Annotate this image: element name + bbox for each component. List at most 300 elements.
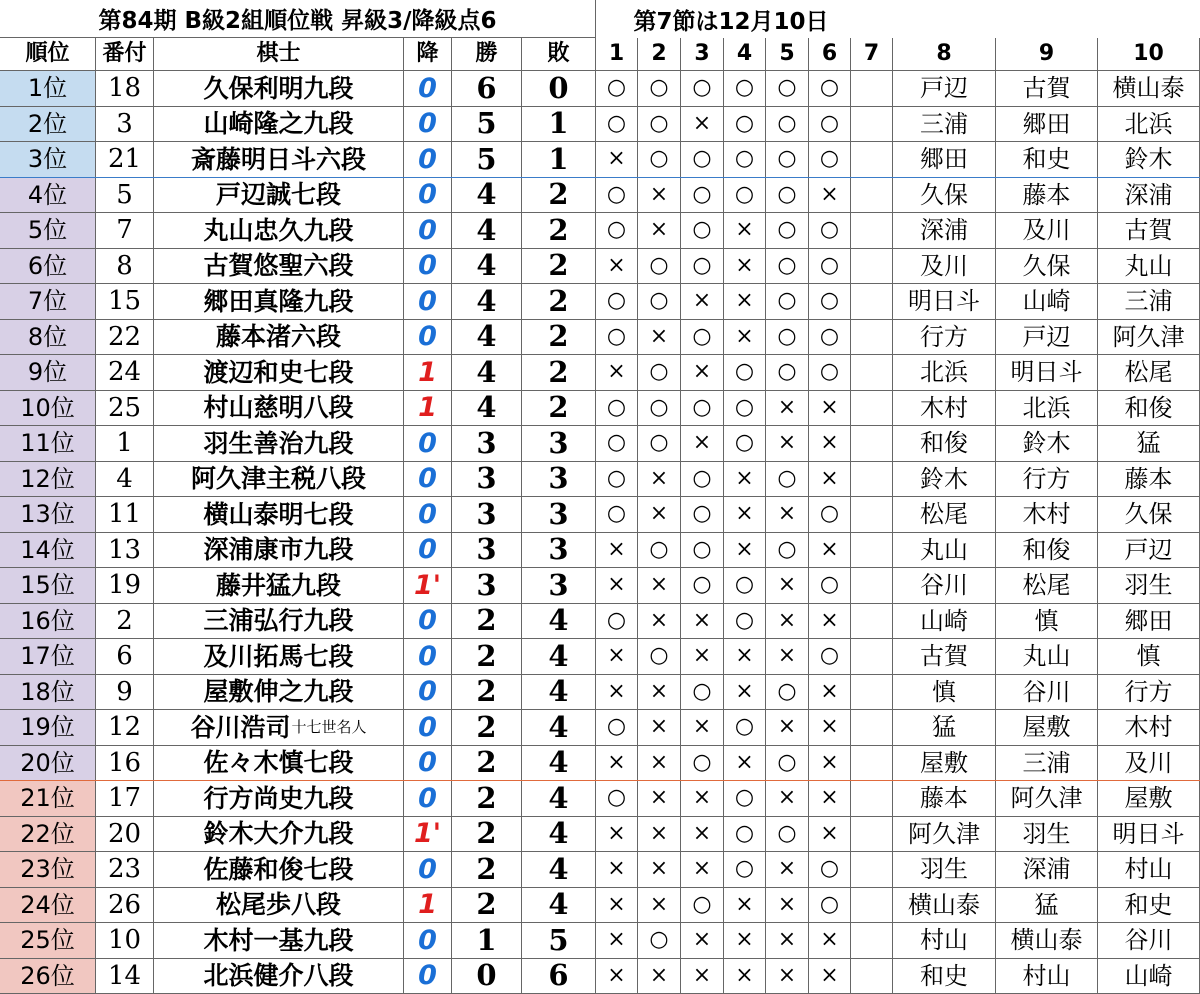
round-9-opponent: 阿久津 [996,781,1098,817]
round-10-opponent: 明日斗 [1098,817,1200,853]
round-8-opponent: 久保 [893,178,996,214]
number-cell: 16 [96,746,154,782]
demotion-points-cell: 0 [404,142,452,178]
round-7-result [851,107,893,143]
rank-cell: 4位 [0,178,96,214]
number-cell: 14 [96,959,154,994]
player-name: 谷川浩司 [190,715,290,740]
round-5-result: ○ [766,107,809,143]
demotion-points-cell: 0 [404,213,452,249]
header-number: 番付 [96,38,154,71]
round-8-opponent: 和俊 [893,426,996,462]
round-10-opponent: 北浜 [1098,107,1200,143]
promotion-line [0,177,1200,178]
round-6-result: × [809,426,851,462]
losses-cell: 4 [522,639,596,675]
wins-cell: 4 [452,320,522,356]
round-7-result [851,213,893,249]
demotion-points-cell: 0 [404,497,452,533]
round-9-opponent: 藤本 [996,178,1098,214]
round-1-result: ○ [596,178,638,214]
round-2-result: × [638,213,681,249]
rank-cell: 8位 [0,320,96,356]
losses-cell: 3 [522,426,596,462]
player-name: 木村一基九段 [203,928,353,953]
round-2-result: × [638,178,681,214]
wins-cell: 4 [452,178,522,214]
round-4-result: ○ [724,178,766,214]
round-1-result: × [596,639,638,675]
losses-cell: 2 [522,391,596,427]
rank-cell: 20位 [0,746,96,782]
round-6-result: × [809,959,851,994]
round-4-result: ○ [724,817,766,853]
round-6-result: × [809,675,851,711]
round-10-opponent: 鈴木 [1098,142,1200,178]
round-9-opponent: 古賀 [996,71,1098,107]
round-4-result: ○ [724,71,766,107]
round-10-opponent: 屋敷 [1098,781,1200,817]
wins-cell: 4 [452,355,522,391]
number-cell: 15 [96,284,154,320]
round-7-result [851,178,893,214]
round-5-result: × [766,852,809,888]
player-name-cell [154,284,404,320]
round-7-result [851,142,893,178]
wins-cell: 5 [452,142,522,178]
round-6-result: ○ [809,639,851,675]
round-8-opponent: 丸山 [893,533,996,569]
round-6-result: ○ [809,355,851,391]
losses-cell: 0 [522,71,596,107]
player-name-cell [154,746,404,782]
losses-cell: 1 [522,107,596,143]
wins-cell: 2 [452,639,522,675]
wins-cell: 2 [452,817,522,853]
round-9-opponent: 猛 [996,888,1098,924]
rank-cell: 22位 [0,817,96,853]
round-5-result: × [766,497,809,533]
round-2-result: × [638,604,681,640]
demotion-points-cell: 0 [404,959,452,994]
round-5-result: ○ [766,213,809,249]
player-name: 佐藤和俊七段 [203,857,353,882]
round-5-result: × [766,923,809,959]
round-2-result: ○ [638,391,681,427]
player-name-cell [154,462,404,498]
round-6-result: × [809,817,851,853]
number-cell: 1 [96,426,154,462]
header-round-8: 8 [893,38,996,71]
round-1-result: ○ [596,71,638,107]
round-1-result: × [596,355,638,391]
rank-cell: 5位 [0,213,96,249]
demotion-points-cell: 0 [404,284,452,320]
round-10-opponent: 羽生 [1098,568,1200,604]
round-5-result: ○ [766,320,809,356]
number-cell: 12 [96,710,154,746]
round-2-result: × [638,817,681,853]
wins-cell: 3 [452,533,522,569]
demotion-points-cell: 0 [404,923,452,959]
round-5-result: ○ [766,817,809,853]
wins-cell: 2 [452,888,522,924]
round-3-result: × [681,959,724,994]
round-4-result: ○ [724,142,766,178]
round-6-result: ○ [809,568,851,604]
round-8-opponent: 鈴木 [893,462,996,498]
round-4-result: ○ [724,568,766,604]
round-10-opponent: 猛 [1098,426,1200,462]
round-2-result: ○ [638,284,681,320]
round-8-opponent: 羽生 [893,852,996,888]
round-10-opponent: 慎 [1098,639,1200,675]
round-10-opponent: 郷田 [1098,604,1200,640]
rank-cell: 7位 [0,284,96,320]
round-10-opponent: 丸山 [1098,249,1200,285]
player-name: 戸辺誠七段 [216,182,341,207]
round-6-result: × [809,391,851,427]
round-7-result [851,746,893,782]
demotion-points-cell: 0 [404,533,452,569]
round-8-opponent: 和史 [893,959,996,994]
losses-cell: 4 [522,710,596,746]
rank-cell: 11位 [0,426,96,462]
round-2-result: × [638,746,681,782]
number-cell: 5 [96,178,154,214]
rank-cell: 21位 [0,781,96,817]
wins-cell: 2 [452,710,522,746]
demotion-points-cell: 0 [404,604,452,640]
round-6-result: × [809,746,851,782]
round-5-result: ○ [766,533,809,569]
player-title-suffix: 十七世名人 [292,720,367,735]
losses-cell: 3 [522,497,596,533]
player-name: 山崎隆之九段 [203,111,353,136]
wins-cell: 4 [452,213,522,249]
round-8-opponent: 慎 [893,675,996,711]
round-1-result: × [596,888,638,924]
round-10-opponent: 和俊 [1098,391,1200,427]
round-5-result: ○ [766,284,809,320]
player-name-cell [154,107,404,143]
rank-cell: 15位 [0,568,96,604]
round-8-opponent: 山崎 [893,604,996,640]
round-3-result: ○ [681,533,724,569]
rank-cell: 17位 [0,639,96,675]
header-losses: 敗 [522,38,596,71]
round-3-result: × [681,107,724,143]
player-name-cell [154,178,404,214]
round-10-opponent: 阿久津 [1098,320,1200,356]
losses-cell: 4 [522,888,596,924]
round-5-result: × [766,639,809,675]
round-1-result: × [596,852,638,888]
round-4-result: × [724,675,766,711]
round-4-result: ○ [724,355,766,391]
losses-cell: 4 [522,604,596,640]
rank-cell: 25位 [0,923,96,959]
player-name-cell [154,639,404,675]
round-9-opponent: 明日斗 [996,355,1098,391]
round-3-result: ○ [681,142,724,178]
wins-cell: 0 [452,959,522,994]
demotion-points-cell: 0 [404,426,452,462]
demotion-points-cell: 0 [404,178,452,214]
demotion-points-cell: 1 [404,391,452,427]
rank-cell: 1位 [0,71,96,107]
losses-cell: 4 [522,852,596,888]
round-6-result: ○ [809,852,851,888]
header-round-4: 4 [724,38,766,71]
header-round-5: 5 [766,38,809,71]
round-2-result: × [638,959,681,994]
losses-cell: 2 [522,213,596,249]
round-7-result [851,391,893,427]
round-6-result: ○ [809,107,851,143]
losses-cell: 1 [522,142,596,178]
round-6-result: × [809,533,851,569]
losses-cell: 4 [522,817,596,853]
round-3-result: × [681,817,724,853]
player-name-cell [154,604,404,640]
round-7-result [851,675,893,711]
round-5-result: × [766,426,809,462]
wins-cell: 1 [452,923,522,959]
round-9-opponent: 郷田 [996,107,1098,143]
round-1-result: × [596,746,638,782]
round-8-opponent: 横山泰 [893,888,996,924]
round-2-result: ○ [638,355,681,391]
demotion-points-cell: 1 [404,888,452,924]
round-3-result: × [681,284,724,320]
round-2-result: ○ [638,426,681,462]
round-2-result: ○ [638,142,681,178]
round-7-result [851,923,893,959]
round-7-result [851,959,893,994]
number-cell: 25 [96,391,154,427]
round-8-opponent: 阿久津 [893,817,996,853]
round-4-result: × [724,284,766,320]
round-3-result: × [681,355,724,391]
round-4-result: ○ [724,604,766,640]
round-1-result: ○ [596,213,638,249]
round-4-result: ○ [724,781,766,817]
wins-cell: 5 [452,107,522,143]
round-9-opponent: 谷川 [996,675,1098,711]
round-9-opponent: 行方 [996,462,1098,498]
player-name: 横山泰明七段 [203,502,353,527]
round-3-result: ○ [681,746,724,782]
round-5-result: ○ [766,746,809,782]
wins-cell: 2 [452,852,522,888]
round-5-result: ○ [766,675,809,711]
round-1-result: × [596,142,638,178]
wins-cell: 4 [452,391,522,427]
player-name: 三浦弘行九段 [203,608,353,633]
number-cell: 2 [96,604,154,640]
demotion-line [0,780,1200,781]
round-5-result: ○ [766,355,809,391]
round-5-result: × [766,959,809,994]
player-name: 古賀悠聖六段 [203,253,353,278]
rank-cell: 12位 [0,462,96,498]
round-7-result [851,781,893,817]
round-10-opponent: 村山 [1098,852,1200,888]
number-cell: 17 [96,781,154,817]
losses-cell: 2 [522,320,596,356]
demotion-points-cell: 0 [404,852,452,888]
round-9-opponent: 北浜 [996,391,1098,427]
round-6-result: ○ [809,213,851,249]
player-name: 藤井猛九段 [216,573,341,598]
round-4-result: × [724,462,766,498]
rank-cell: 24位 [0,888,96,924]
wins-cell: 2 [452,675,522,711]
round-9-opponent: 慎 [996,604,1098,640]
player-name: 渡辺和史七段 [203,360,353,385]
player-name-cell [154,817,404,853]
round-1-result: ○ [596,426,638,462]
number-cell: 19 [96,568,154,604]
number-cell: 20 [96,817,154,853]
player-name: 丸山忠久九段 [203,218,353,243]
losses-cell: 6 [522,959,596,994]
round-3-result: ○ [681,568,724,604]
round-9-opponent: 山崎 [996,284,1098,320]
round-2-result: × [638,710,681,746]
round-10-opponent: 松尾 [1098,355,1200,391]
player-name-cell [154,533,404,569]
player-name: 深浦康市九段 [203,537,353,562]
round-1-result: × [596,249,638,285]
player-name-cell [154,213,404,249]
round-1-result: ○ [596,604,638,640]
round-9-opponent: 村山 [996,959,1098,994]
number-cell: 11 [96,497,154,533]
rank-cell: 19位 [0,710,96,746]
round-10-opponent: 戸辺 [1098,533,1200,569]
player-name-cell [154,923,404,959]
number-cell: 13 [96,533,154,569]
round-10-opponent: 谷川 [1098,923,1200,959]
round-3-result: ○ [681,888,724,924]
round-10-opponent: 及川 [1098,746,1200,782]
round-3-result: × [681,923,724,959]
wins-cell: 3 [452,568,522,604]
round-4-result: × [724,888,766,924]
demotion-points-cell: 0 [404,746,452,782]
player-name-cell [154,781,404,817]
rank-cell: 13位 [0,497,96,533]
round-4-result: ○ [724,710,766,746]
round-9-opponent: 屋敷 [996,710,1098,746]
number-cell: 7 [96,213,154,249]
demotion-points-cell: 0 [404,462,452,498]
round-3-result: × [681,604,724,640]
player-name-cell [154,852,404,888]
player-name-cell [154,568,404,604]
round-2-result: ○ [638,533,681,569]
round-8-opponent: 北浜 [893,355,996,391]
round-6-result: ○ [809,142,851,178]
number-cell: 23 [96,852,154,888]
round-9-opponent: 及川 [996,213,1098,249]
player-name: 久保利明九段 [203,76,353,101]
round-7-result [851,426,893,462]
player-name: 松尾歩八段 [216,892,341,917]
round-4-result: × [724,497,766,533]
player-name: 斎藤明日斗六段 [191,147,366,172]
demotion-points-cell: 0 [404,320,452,356]
round-6-result: ○ [809,320,851,356]
wins-cell: 2 [452,781,522,817]
player-name-cell [154,426,404,462]
round-9-opponent: 丸山 [996,639,1098,675]
round-3-result: ○ [681,462,724,498]
player-name-cell [154,355,404,391]
rank-cell: 14位 [0,533,96,569]
round-10-opponent: 久保 [1098,497,1200,533]
player-name-cell [154,675,404,711]
round-7-result [851,355,893,391]
round-6-result: ○ [809,284,851,320]
player-name: 村山慈明八段 [203,395,353,420]
round-10-opponent: 藤本 [1098,462,1200,498]
round-3-result: × [681,781,724,817]
round-5-result: × [766,391,809,427]
round-8-opponent: 深浦 [893,213,996,249]
rank-cell: 2位 [0,107,96,143]
player-name: 北浜健介八段 [203,963,353,988]
round-9-opponent: 羽生 [996,817,1098,853]
header-round-7: 7 [851,38,893,71]
number-cell: 24 [96,355,154,391]
round-1-result: × [596,533,638,569]
round-4-result: ○ [724,107,766,143]
header-wins: 勝 [452,38,522,71]
round-6-result: × [809,604,851,640]
round-3-result: ○ [681,249,724,285]
round-5-result: ○ [766,249,809,285]
header-round-9: 9 [996,38,1098,71]
round-10-opponent: 木村 [1098,710,1200,746]
player-name: 屋敷伸之九段 [203,679,353,704]
player-name: 行方尚史九段 [203,786,353,811]
round-4-result: × [724,533,766,569]
round-1-result: × [596,923,638,959]
round-8-opponent: 古賀 [893,639,996,675]
header-demotion-points: 降 [404,38,452,71]
round-5-result: × [766,888,809,924]
number-cell: 3 [96,107,154,143]
round-2-result: ○ [638,923,681,959]
round-5-result: × [766,568,809,604]
round-4-result: × [724,923,766,959]
losses-cell: 5 [522,923,596,959]
losses-cell: 3 [522,533,596,569]
round-7-result [851,817,893,853]
number-cell: 8 [96,249,154,285]
wins-cell: 3 [452,426,522,462]
player-name: 及川拓馬七段 [203,644,353,669]
round-10-opponent: 山崎 [1098,959,1200,994]
round-7-result [851,852,893,888]
round-4-result: ○ [724,426,766,462]
round-9-opponent: 三浦 [996,746,1098,782]
round-1-result: × [596,675,638,711]
number-cell: 18 [96,71,154,107]
